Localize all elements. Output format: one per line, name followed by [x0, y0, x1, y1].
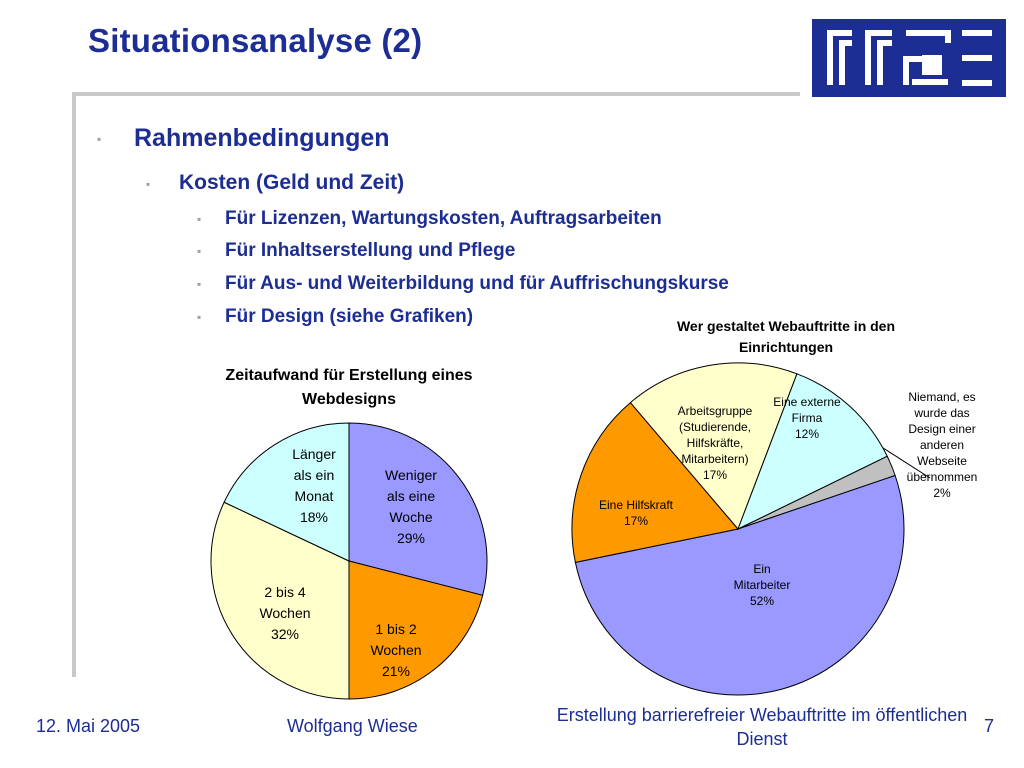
pie-title: Wer gestaltet Webauftritte in den Einrichtungen — [676, 318, 896, 355]
pie-label-arbeitsgruppe-studierende-hilf: Arbeitsgruppe (Studierende, Hilfskräfte, Mitarbeitern) 17% — [677, 404, 753, 482]
bullet-marker: ▪ — [197, 310, 202, 324]
pie-label-weniger-als-eine-woche: Weniger als eine Woche 29% — [385, 467, 437, 546]
bullet-marker: ▪ — [97, 132, 102, 146]
pie-label-l-nger-als-ein-monat: Länger als ein Monat 18% — [292, 446, 336, 525]
footer-date: 12. Mai 2005 — [36, 716, 141, 736]
bullet-marker: ▪ — [146, 177, 151, 191]
pie-label-2-bis-4-wochen: 2 bis 4 Wochen 32% — [259, 584, 311, 642]
bullet-text: Für Lizenzen, Wartungskosten, Auftragsarbeiten — [225, 208, 662, 229]
bullet-text: Kosten (Geld und Zeit) — [179, 171, 405, 194]
footer-course-title: Erstellung barrierefreier Webauftritte im öffentlichen Dienst — [556, 705, 968, 749]
pie-label-eine-externe-firma: Eine externe Firma 12% — [773, 395, 841, 441]
pie-title: Zeitaufwand für Erstellung eines Webdesigns — [225, 367, 473, 408]
footer-page-number: 7 — [984, 716, 995, 736]
pie-label-niemand-es-wurde-das-design-ei: Niemand, es wurde das Design einer anderen Webseite übernommen 2% — [906, 390, 978, 500]
footer-author: Wolfgang Wiese — [287, 716, 418, 736]
pie-label-ein-mitarbeiter: Ein Mitarbeiter 52% — [733, 562, 791, 608]
bullet-marker: ▪ — [197, 212, 202, 226]
bullet-text: Rahmenbedingungen — [134, 124, 390, 152]
pie-chart-2 — [572, 318, 977, 695]
slide-title: Situationsanalyse (2) — [88, 22, 423, 59]
pie-label-1-bis-2-wochen: 1 bis 2 Wochen 21% — [370, 621, 422, 679]
pie-label-eine-hilfskraft: Eine Hilfskraft 17% — [598, 498, 674, 528]
bullet-text: Für Design (siehe Grafiken) — [225, 306, 474, 327]
bullet-text: Für Aus- und Weiterbildung und für Auffrischungskurse — [225, 273, 729, 294]
bullet-marker: ▪ — [197, 277, 202, 291]
bullet-marker: ▪ — [197, 244, 202, 258]
pie-chart-1 — [211, 367, 487, 699]
bullet-text: Für Inhaltserstellung und Pflege — [225, 240, 516, 261]
